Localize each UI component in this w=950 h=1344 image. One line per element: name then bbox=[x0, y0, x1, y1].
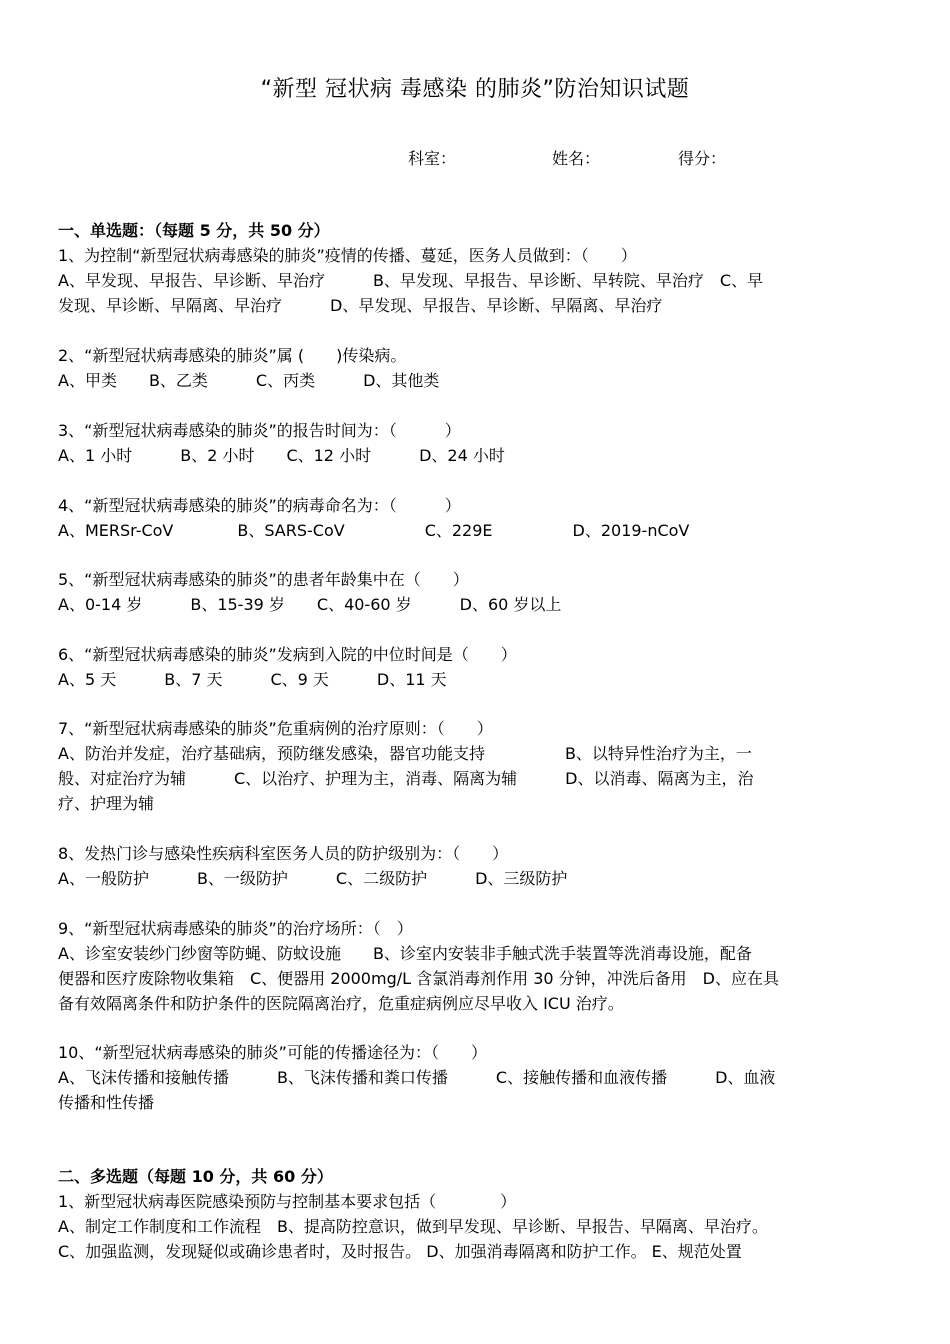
q5-options: A、0-14 岁 B、15-39 岁 C、40-60 岁 D、60 岁以上 bbox=[58, 595, 562, 614]
q9-options-3: 备有效隔离条件和防护条件的医院隔离治疗，危重症病例应尽早收入 ICU 治疗。 bbox=[58, 994, 624, 1013]
q6-stem: 6、“新型冠状病毒感染的肺炎”发病到入院的中位时间是（ ） bbox=[58, 645, 517, 664]
q9-options-1: A、诊室安装纱门纱窗等防蝇、防蚊设施 B、诊室内安装非手触式洗手装置等洗消毒设施，配备 bbox=[58, 944, 752, 963]
q7-options-3: 疗、护理为辅 bbox=[58, 794, 155, 813]
document-title: “新型 冠状病 毒感染 的肺炎”防治知识试题 bbox=[260, 77, 690, 102]
mq1-options-2: C、加强监测，发现疑似或确诊患者时，及时报告。 D、加强消毒隔离和防护工作。 E、规范处置 bbox=[58, 1242, 742, 1261]
q2-stem: 2、“新型冠状病毒感染的肺炎”属 ( )传染病。 bbox=[58, 346, 407, 365]
section1-heading: 一、单选题：（每题 5 分，共 50 分） bbox=[58, 221, 330, 240]
q10-options-2: 传播和性传播 bbox=[58, 1093, 155, 1112]
dept-label: 科室： bbox=[408, 149, 457, 168]
q10-options-1: A、飞沫传播和接触传播 B、飞沫传播和粪口传播 C、接触传播和血液传播 D、血液 bbox=[58, 1068, 776, 1087]
q7-options-1: A、防治并发症，治疗基础病，预防继发感染，器官功能支持 B、以特异性治疗为主，一 bbox=[58, 744, 752, 763]
q5-stem: 5、“新型冠状病毒感染的肺炎”的患者年龄集中在（ ） bbox=[58, 570, 469, 589]
q4-stem: 4、“新型冠状病毒感染的肺炎”的病毒命名为：（ ） bbox=[58, 496, 461, 515]
q3-stem: 3、“新型冠状病毒感染的肺炎”的报告时间为：（ ） bbox=[58, 421, 461, 440]
q4-options: A、MERSr-CoV B、SARS-CoV C、229E D、2019-nCoV bbox=[58, 521, 690, 540]
q3-options: A、1 小时 B、2 小时 C、12 小时 D、24 小时 bbox=[58, 446, 505, 465]
name-label: 姓名： bbox=[552, 149, 601, 168]
q8-options: A、一般防护 B、一级防护 C、二级防护 D、三级防护 bbox=[58, 869, 568, 888]
q8-stem: 8、发热门诊与感染性疾病科室医务人员的防护级别为：（ ） bbox=[58, 844, 509, 863]
q10-stem: 10、“新型冠状病毒感染的肺炎”可能的传播途径为：（ ） bbox=[58, 1043, 487, 1062]
section2-heading: 二、多选题（每题 10 分，共 60 分） bbox=[58, 1167, 333, 1186]
q6-options: A、5 天 B、7 天 C、9 天 D、11 天 bbox=[58, 670, 447, 689]
mq1-stem: 1、新型冠状病毒医院感染预防与控制基本要求包括（ ） bbox=[58, 1192, 517, 1211]
q2-options: A、甲类 B、乙类 C、丙类 D、其他类 bbox=[58, 371, 440, 390]
mq1-options-1: A、制定工作制度和工作流程 B、提高防控意识，做到早发现、早诊断、早报告、早隔离、早治疗。 bbox=[58, 1217, 768, 1236]
q1-stem: 1、为控制“新型冠状病毒感染的肺炎”疫情的传播、蔓延，医务人员做到：（ ） bbox=[58, 246, 637, 265]
q7-stem: 7、“新型冠状病毒感染的肺炎”危重病例的治疗原则：（ ） bbox=[58, 719, 493, 738]
q9-stem: 9、“新型冠状病毒感染的肺炎”的治疗场所：（ ） bbox=[58, 919, 413, 938]
q9-options-2: 便器和医疗废除物收集箱 C、便器用 2000mg/L 含氯消毒剂作用 30 分钟，冲洗后备用 D、应在具 bbox=[58, 969, 779, 988]
q7-options-2: 般、对症治疗为辅 C、以治疗、护理为主，消毒、隔离为辅 D、以消毒、隔离为主，治 bbox=[58, 769, 754, 788]
score-label: 得分： bbox=[678, 149, 727, 168]
q1-options-2: 发现、早诊断、早隔离、早治疗 D、早发现、早报告、早诊断、早隔离、早治疗 bbox=[58, 296, 663, 315]
q1-options-1: A、早发现、早报告、早诊断、早治疗 B、早发现、早报告、早诊断、早转院、早治疗 C、早 bbox=[58, 271, 764, 290]
